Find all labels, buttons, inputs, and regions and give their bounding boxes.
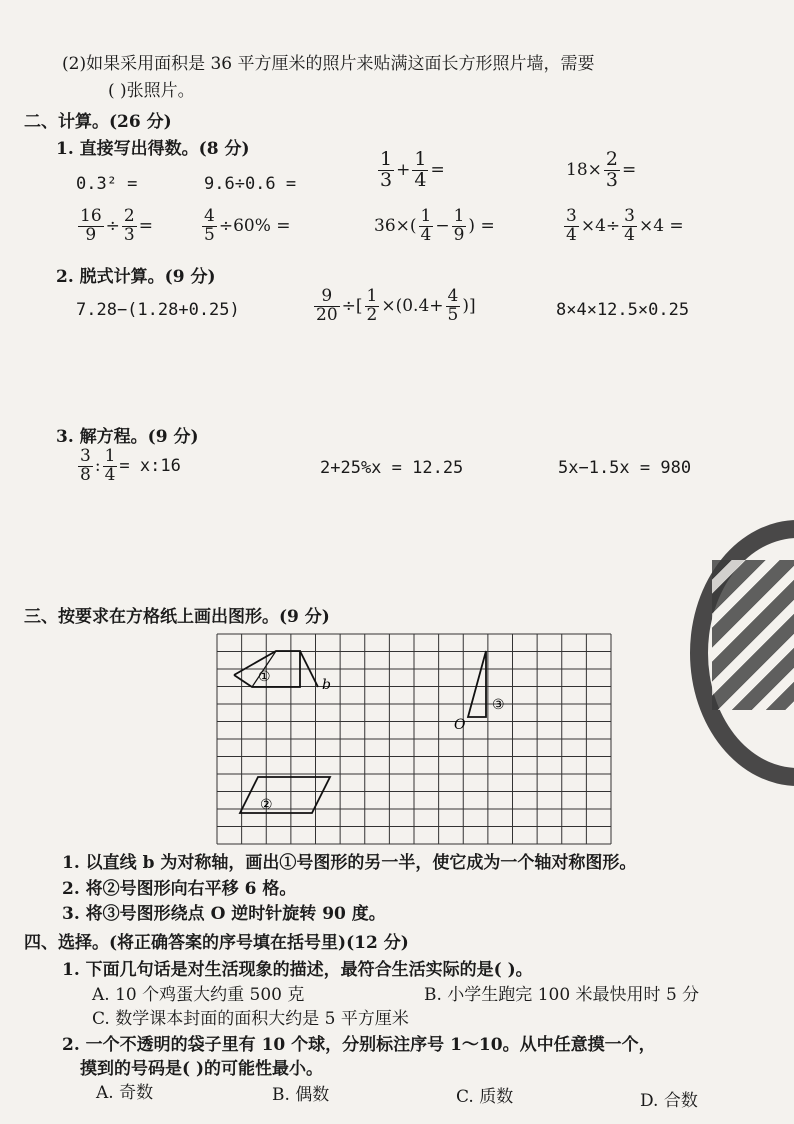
choice-q2-stem-2: 摸到的号码是( )的可能性最小。 <box>80 1059 324 1079</box>
calc-item-h: $\frac{3}{4}$ ×4÷ $\frac{3}{4}$ ×4 = <box>566 206 684 245</box>
calc-item-c: $\frac{1}{3}$ + $\frac{1}{4}$ = <box>380 148 445 191</box>
square-grid <box>216 633 612 845</box>
q3-title: 3. 解方程。(9 分) <box>56 427 199 447</box>
shape-3 <box>468 651 486 717</box>
choice-q2-option-b[interactable]: B. 偶数 <box>272 1085 330 1105</box>
calc-item-b: 9.6÷0.6 = <box>204 174 297 194</box>
q2-fill-line-2: ( )张照片。 <box>108 81 195 101</box>
q2-fill-line-1: (2)如果采用面积是 36 平方厘米的照片来贴满这面长方形照片墙，需要 <box>62 54 595 74</box>
stepcalc-b: $\frac{9}{20}$ ÷[ $\frac{1}{2}$ ×(0.4+ $\frac{4}{5}$ )] <box>316 286 476 325</box>
stepcalc-a: 7.28−(1.28+0.25) <box>76 300 240 320</box>
shape-1-label: ① <box>258 669 271 685</box>
point-o-label: O <box>454 717 466 733</box>
calc-item-d: 18× $\frac{2}{3}$ = <box>566 148 637 191</box>
choice-q1-option-b[interactable]: B. 小学生跑完 100 米最快用时 5 分 <box>424 985 700 1005</box>
section2-title: 二、计算。(26 分) <box>24 112 172 132</box>
choice-q1-option-a[interactable]: A. 10 个鸡蛋大约重 500 克 <box>92 985 305 1005</box>
shape-2-label: ② <box>260 797 273 813</box>
instruction-3: 3. 将③号图形绕点 O 逆时针旋转 90 度。 <box>62 904 386 924</box>
q1-title: 1. 直接写出得数。(8 分) <box>56 139 250 159</box>
section3-title: 三、按要求在方格纸上画出图形。(9 分) <box>24 607 330 627</box>
equation-b: 2+25%x = 12.25 <box>320 458 464 478</box>
choice-q2-option-a[interactable]: A. 奇数 <box>96 1083 154 1103</box>
q2-title: 2. 脱式计算。(9 分) <box>56 267 216 287</box>
instruction-2: 2. 将②号图形向右平移 6 格。 <box>62 879 297 899</box>
equation-a: $\frac{3}{8}$ : $\frac{1}{4}$ = x:16 <box>80 446 181 485</box>
choice-q2-option-d[interactable]: D. 合数 <box>640 1091 698 1111</box>
calc-item-g: 36×( $\frac{1}{4}$ − $\frac{1}{9}$ ) = <box>374 206 495 245</box>
choice-q1-stem: 1. 下面几句话是对生活现象的描述，最符合生活实际的是( )。 <box>62 960 533 980</box>
equation-c: 5x−1.5x = 980 <box>558 458 692 478</box>
calc-item-a: 0.3² = <box>76 174 138 194</box>
answer-blank[interactable]: ( ) <box>108 81 127 101</box>
calc-item-f: $\frac{4}{5}$ ÷60% = <box>204 206 291 245</box>
shape-2 <box>240 777 330 813</box>
instruction-1: 1. 以直线 b 为对称轴，画出①号图形的另一半，使它成为一个轴对称图形。 <box>62 853 637 873</box>
choice-q2-stem-1: 2. 一个不透明的袋子里有 10 个球，分别标注序号 1～10。从中任意摸一个， <box>62 1035 656 1055</box>
choice-q1-option-c[interactable]: C. 数学课本封面的面积大约是 5 平方厘米 <box>92 1009 409 1029</box>
calc-item-e: $\frac{16}{9}$ ÷ $\frac{2}{3}$ = <box>80 206 153 245</box>
stepcalc-c: 8×4×12.5×0.25 <box>556 300 690 320</box>
stamp-mark-inner <box>712 560 794 710</box>
choice-q2-option-c[interactable]: C. 质数 <box>456 1087 514 1107</box>
axis-b-label: b <box>322 677 331 693</box>
shape-3-label: ③ <box>492 697 505 713</box>
section4-title: 四、选择。(将正确答案的序号填在括号里)(12 分) <box>24 933 409 953</box>
